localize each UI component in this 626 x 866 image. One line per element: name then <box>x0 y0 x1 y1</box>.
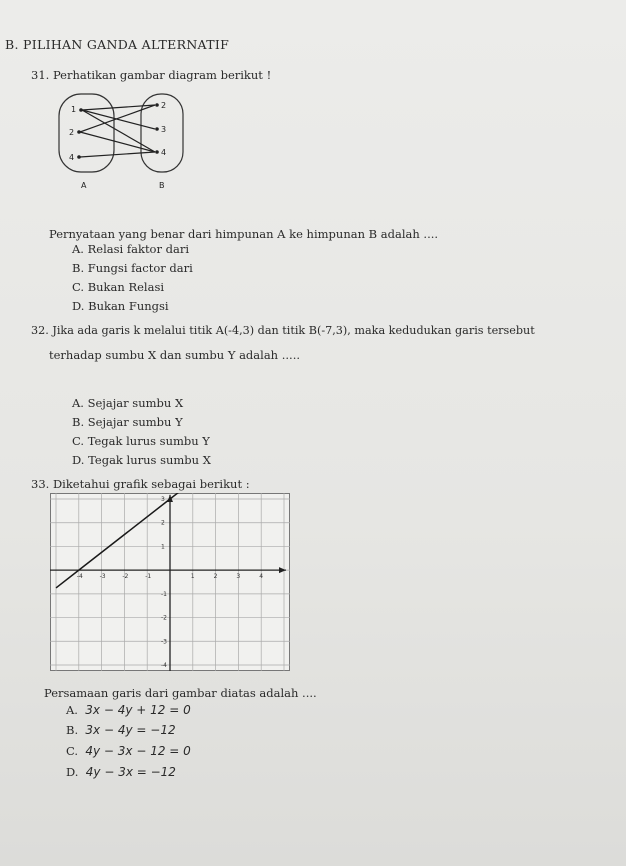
set-a-member: 1 <box>71 105 77 114</box>
x-tick-label: 1 <box>190 573 195 581</box>
question-32-line1: 32. Jika ada garis k melalui titik A(-4,3) dan titik B(-7,3), maka kedudukan garis tersebut <box>31 324 535 337</box>
question-32-line2: terhadap sumbu X dan sumbu Y adalah ..... <box>49 348 301 362</box>
y-tick-label: -1 <box>161 590 167 598</box>
y-tick-label: 3 <box>161 496 165 503</box>
y-tick-label: -3 <box>161 638 167 646</box>
set-b-label: B <box>159 181 165 190</box>
x-tick-label: -2 <box>122 573 129 581</box>
set-a-member: 2 <box>69 128 75 137</box>
y-tick-label: -4 <box>161 662 167 669</box>
q33-option-c: C. 4y − 3x − 12 = 0 <box>66 744 191 758</box>
y-tick-label: -2 <box>161 614 167 622</box>
question-33-prompt: 33. Diketahui grafik sebagai berikut : <box>31 477 250 491</box>
q31-option-c: C. Bukan Relasi <box>72 280 165 294</box>
q31-option-b: B. Fungsi factor dari <box>72 261 193 275</box>
q33-option-b: B. 3x − 4y = −12 <box>66 723 176 737</box>
line-graph <box>50 493 290 671</box>
question-33-question: Persamaan garis dari gambar diatas adalah .... <box>44 686 317 700</box>
q32-option-c: C. Tegak lurus sumbu Y <box>72 434 210 448</box>
set-b-member: 4 <box>161 148 167 157</box>
q31-option-a: A. Relasi faktor dari <box>72 242 190 256</box>
q32-option-b: B. Sejajar sumbu Y <box>72 415 183 429</box>
x-tick-label: -1 <box>145 573 152 581</box>
arrow-diagram <box>55 92 195 192</box>
q33-option-a: A. 3x − 4y + 12 = 0 <box>66 703 191 717</box>
set-b-member: 3 <box>161 125 167 134</box>
y-tick-label: 1 <box>161 543 165 551</box>
section-title: B. PILIHAN GANDA ALTERNATIF <box>5 37 230 52</box>
x-tick-label: 2 <box>213 573 218 581</box>
set-a-label: A <box>81 181 87 190</box>
q32-option-d: D. Tegak lurus sumbu X <box>72 453 211 467</box>
x-tick-label: -3 <box>99 573 106 581</box>
question-31-prompt: 31. Perhatikan gambar diagram berikut ! <box>31 68 272 82</box>
question-31-statement: Pernyataan yang benar dari himpunan A ke himpunan B adalah .... <box>49 227 439 241</box>
x-tick-label: 3 <box>236 573 241 581</box>
set-b-member: 2 <box>161 101 167 110</box>
q31-option-d: D. Bukan Fungsi <box>72 299 169 313</box>
set-a-member: 4 <box>69 153 75 162</box>
q33-option-d: D. 4y − 3x = −12 <box>66 765 176 779</box>
y-tick-label: 2 <box>161 519 165 527</box>
x-tick-label: 4 <box>259 573 264 581</box>
x-tick-label: -4 <box>76 573 83 581</box>
q32-option-a: A. Sejajar sumbu X <box>72 396 184 410</box>
